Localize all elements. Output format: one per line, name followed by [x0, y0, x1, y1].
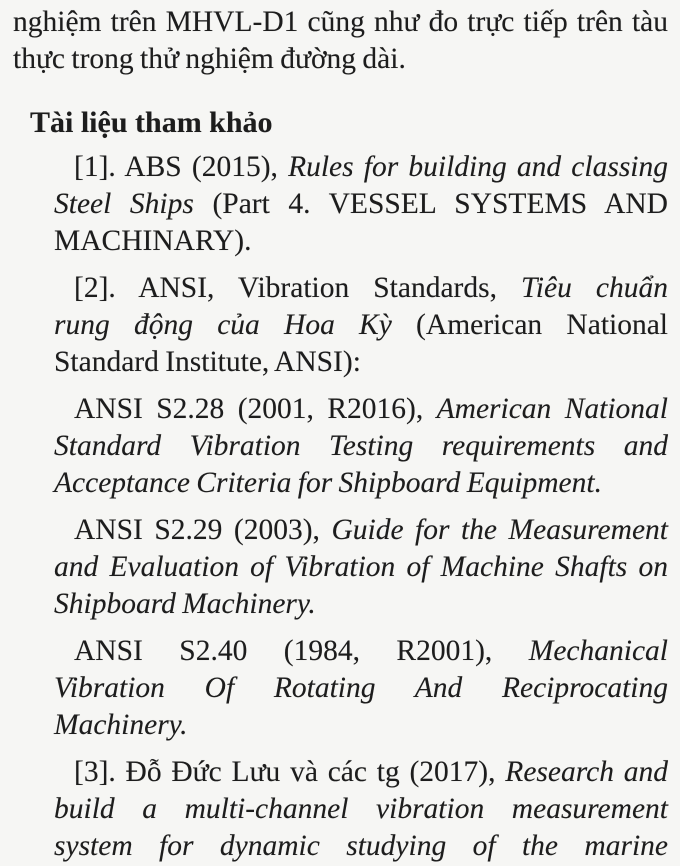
text-run: and Evaluation of Vibration of Machine Shafts on	[54, 551, 668, 583]
text-run: build a multi-channel vibration measurement	[54, 793, 668, 825]
text-run: [2]. ANSI, Vibration Standards,	[74, 272, 522, 304]
text-run: system for dynamic studying of the marine	[54, 830, 668, 862]
text-run: Rules for building and classing	[288, 151, 669, 183]
intro-paragraph	[13, 4, 668, 78]
text-run: ANSI S2.29 (2003),	[74, 514, 332, 546]
text-line	[54, 391, 668, 428]
text-run: Standard Institute, ANSI):	[54, 346, 361, 378]
references-list	[54, 149, 668, 865]
text-run: ANSI S2.28 (2001, R2016),	[74, 393, 437, 425]
text-line	[13, 41, 668, 78]
text-run: ANSI S2.40 (1984, R2001),	[74, 635, 529, 667]
text-run: (Part 4. VESSEL SYSTEMS AND	[193, 188, 668, 220]
text-line	[54, 465, 668, 502]
text-run: thực trong thử nghiệm đường dài.	[13, 43, 406, 75]
text-run: Acceptance Criteria for Shipboard Equipment.	[54, 467, 602, 499]
text-run: Standard Vibration Testing requirements and	[54, 430, 668, 462]
text-line	[13, 4, 668, 41]
reference-entry	[54, 149, 668, 260]
text-line	[54, 186, 668, 223]
text-run: American National	[436, 393, 668, 425]
text-line	[54, 670, 668, 707]
text-line	[54, 633, 668, 670]
text-run: Research and	[505, 756, 668, 788]
reference-entry	[54, 754, 668, 865]
reference-entry	[54, 270, 668, 381]
text-run: [3]. Đỗ Đức Lưu và các tg (2017),	[74, 756, 506, 788]
text-run: Machinery.	[54, 709, 188, 741]
text-run: Tiêu chuẩn	[521, 272, 668, 304]
text-run: Shipboard Machinery.	[54, 588, 316, 620]
text-line	[54, 307, 668, 344]
text-run: nghiệm trên MHVL-D1 cũng như đo trực tiếp trên tàu	[13, 6, 668, 38]
text-line	[54, 586, 668, 623]
text-line	[54, 754, 668, 791]
references-heading: Tài liệu tham khảo	[30, 106, 273, 139]
text-run: (American National	[391, 309, 668, 341]
text-run: MACHINARY).	[54, 225, 252, 257]
text-run: Mechanical	[528, 635, 668, 667]
text-line	[54, 791, 668, 828]
text-run: rung động của Hoa Kỳ	[54, 309, 392, 341]
text-run: Guide for the Measurement	[331, 514, 668, 546]
reference-entry	[54, 633, 668, 744]
text-line	[54, 344, 668, 381]
text-line	[54, 223, 668, 260]
text-run: Steel Ships	[54, 188, 194, 220]
text-line	[54, 149, 668, 186]
text-run: [1]. ABS (2015),	[74, 151, 289, 183]
text-line	[54, 428, 668, 465]
reference-entry	[54, 391, 668, 502]
reference-entry	[54, 512, 668, 623]
text-run: Vibration Of Rotating And Reciprocating	[54, 672, 668, 704]
text-line	[54, 707, 668, 744]
text-line	[54, 549, 668, 586]
text-line	[54, 828, 668, 865]
text-line	[54, 512, 668, 549]
text-line	[54, 270, 668, 307]
